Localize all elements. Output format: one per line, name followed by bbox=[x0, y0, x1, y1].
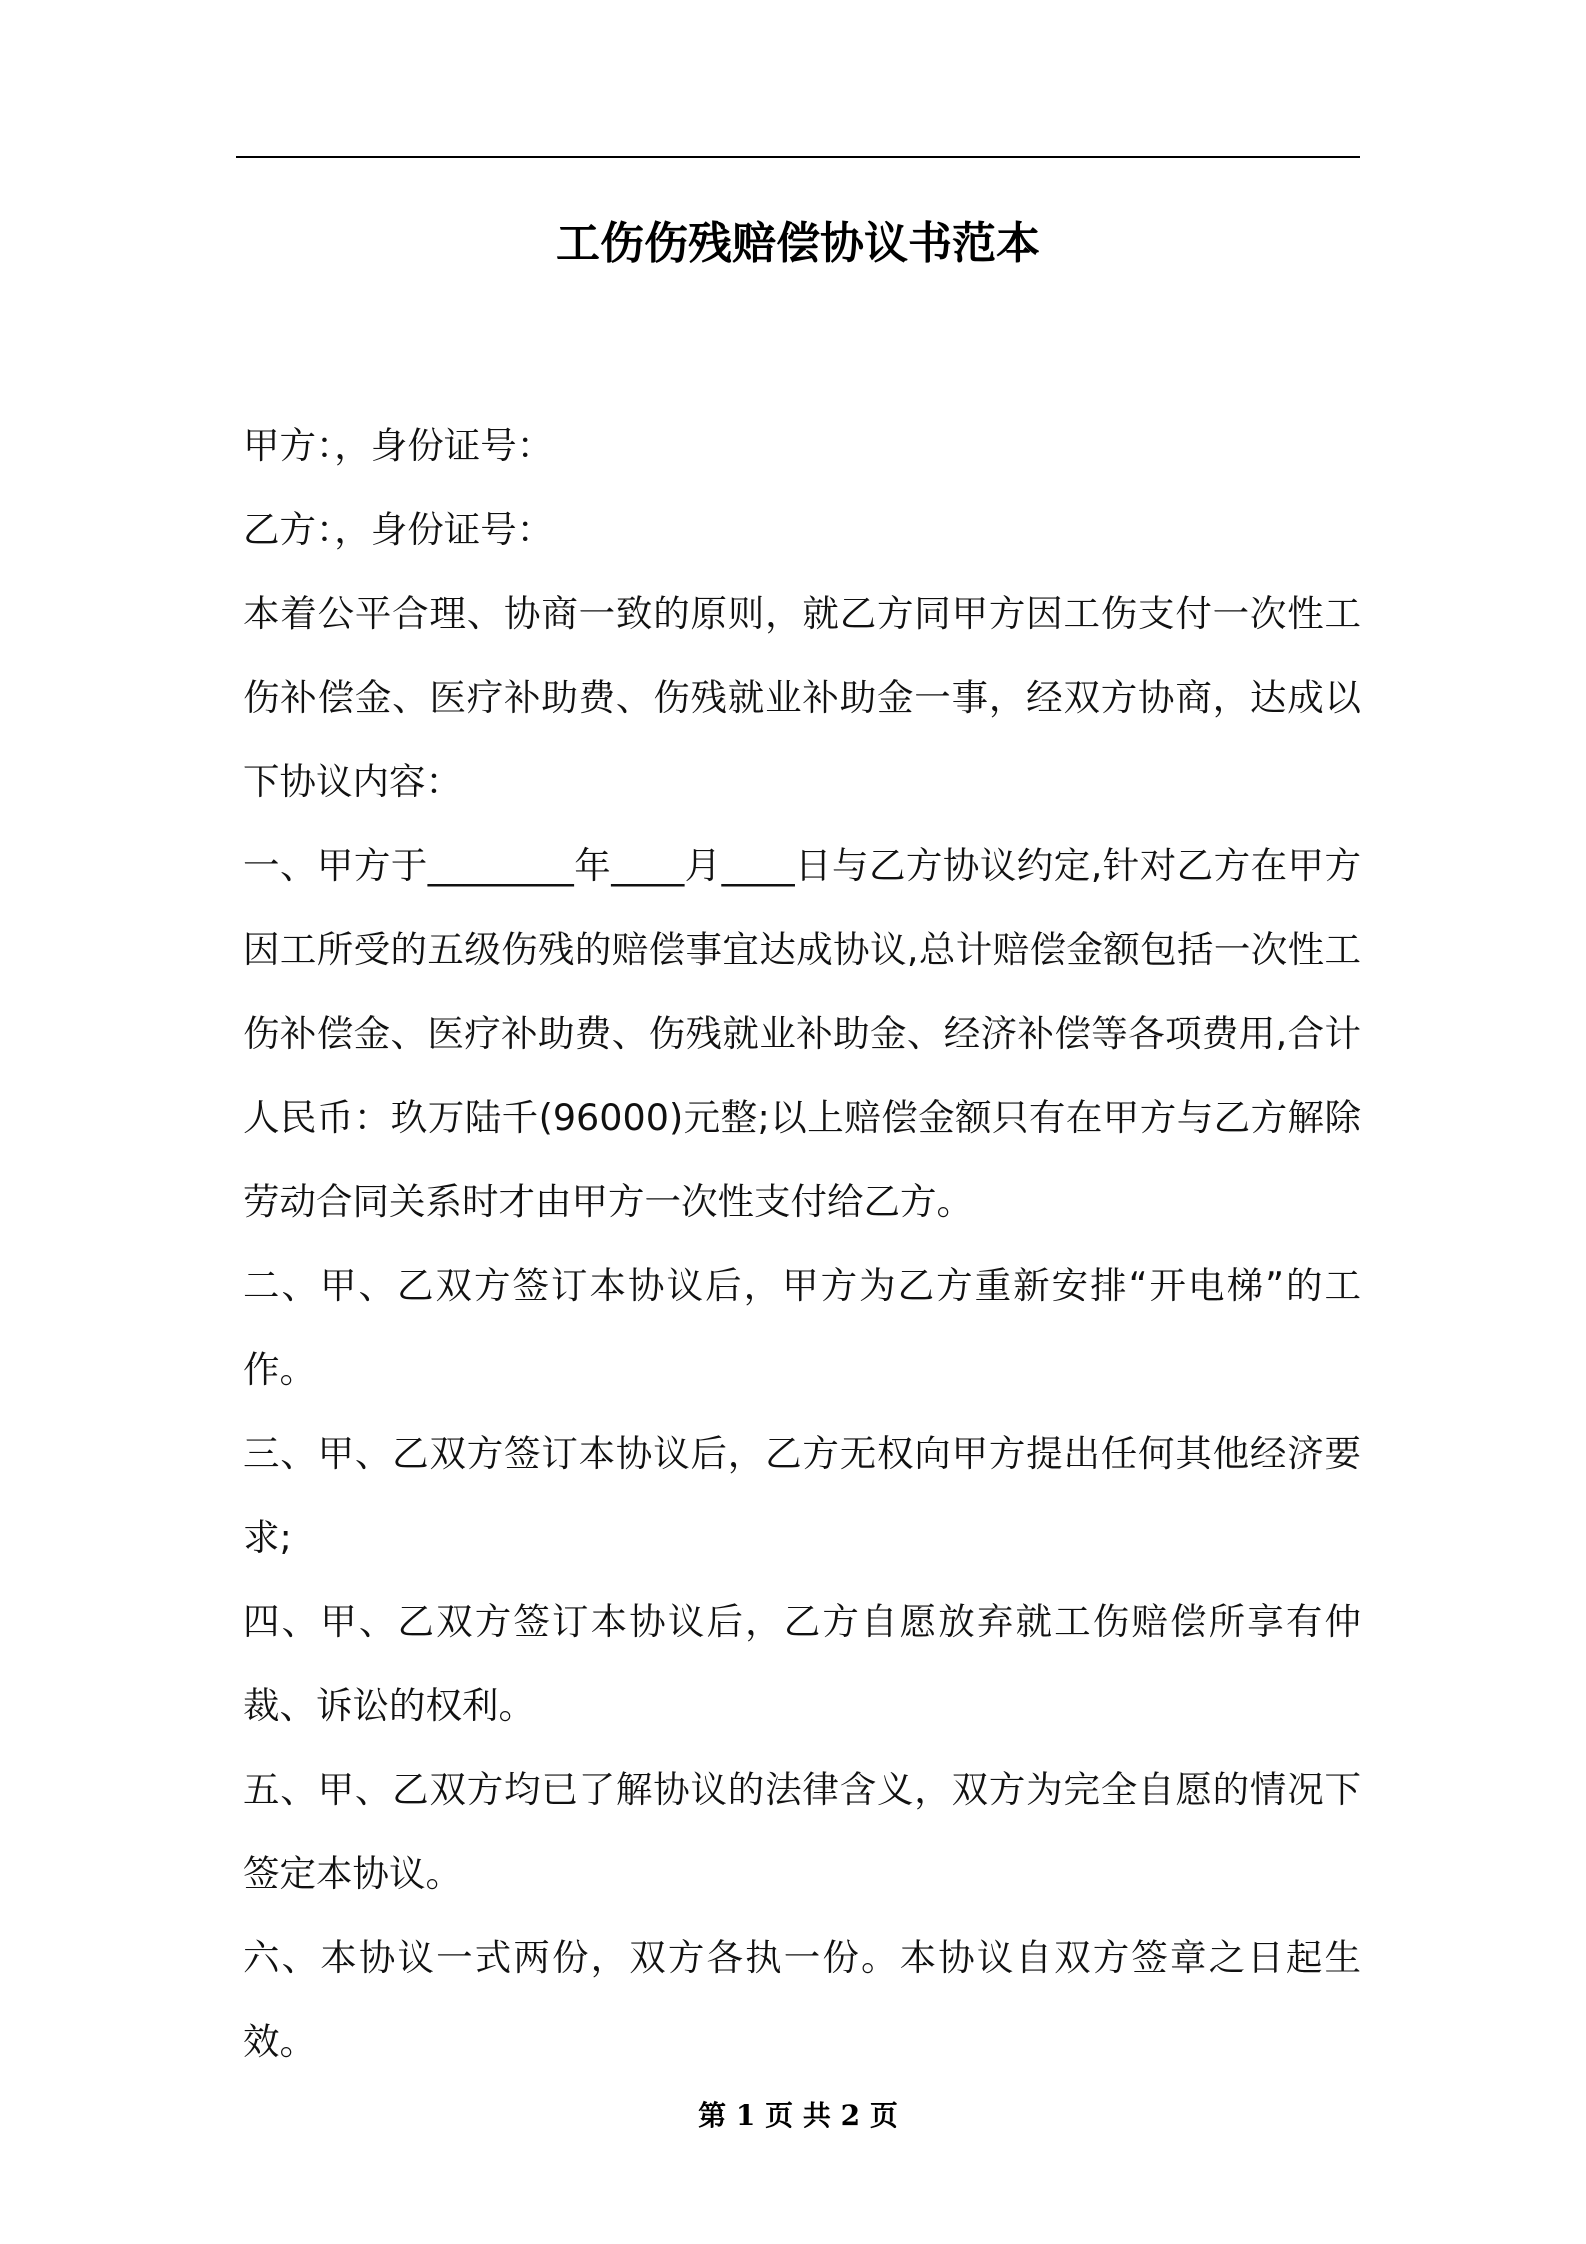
clause-4: 四、甲、乙双方签订本协议后，乙方自愿放弃就工伤赔偿所享有仲裁、诉讼的权利。 bbox=[243, 1600, 1361, 1727]
party-a-line: 甲方：，身份证号： bbox=[243, 424, 554, 467]
clause-6: 六、本协议一式两份，双方各执一份。本协议自双方签章之日起生效。 bbox=[243, 1936, 1361, 2063]
document-body bbox=[243, 404, 1361, 2084]
clause-5: 五、甲、乙双方均已了解协议的法律含义，双方为完全自愿的情况下签定本协议。 bbox=[243, 1768, 1361, 1895]
clause-2: 二、甲、乙双方签订本协议后，甲方为乙方重新安排“开电梯”的工作。 bbox=[243, 1264, 1361, 1391]
preamble-paragraph: 本着公平合理、协商一致的原则，就乙方同甲方因工伤支付一次性工伤补偿金、医疗补助费、伤残就业补助金一事，经双方协商，达成以下协议内容： bbox=[243, 592, 1361, 803]
header-rule bbox=[236, 156, 1360, 158]
document-title: 工伤伤残赔偿协议书范本 bbox=[556, 218, 1040, 269]
party-b-line: 乙方：，身份证号： bbox=[243, 508, 554, 551]
clause-3: 三、甲、乙双方签订本协议后，乙方无权向甲方提出任何其他经济要求; bbox=[243, 1432, 1361, 1559]
page-indicator: 第 1 页 共 2 页 bbox=[698, 2099, 898, 2132]
clause-1: 一、甲方于________年____月____日与乙方协议约定,针对乙方在甲方因工所受的五级伤残的赔偿事宜达成协议,总计赔偿金额包括一次性工伤补偿金、医疗补助费、伤残就业补助金、经济补偿等各项费用,合计人民币：玖万陆千(96000)元整;以上赔偿金额只有在甲方与乙方解除劳动合同关系时才由甲方一次性支付给乙方。 bbox=[243, 844, 1361, 1223]
